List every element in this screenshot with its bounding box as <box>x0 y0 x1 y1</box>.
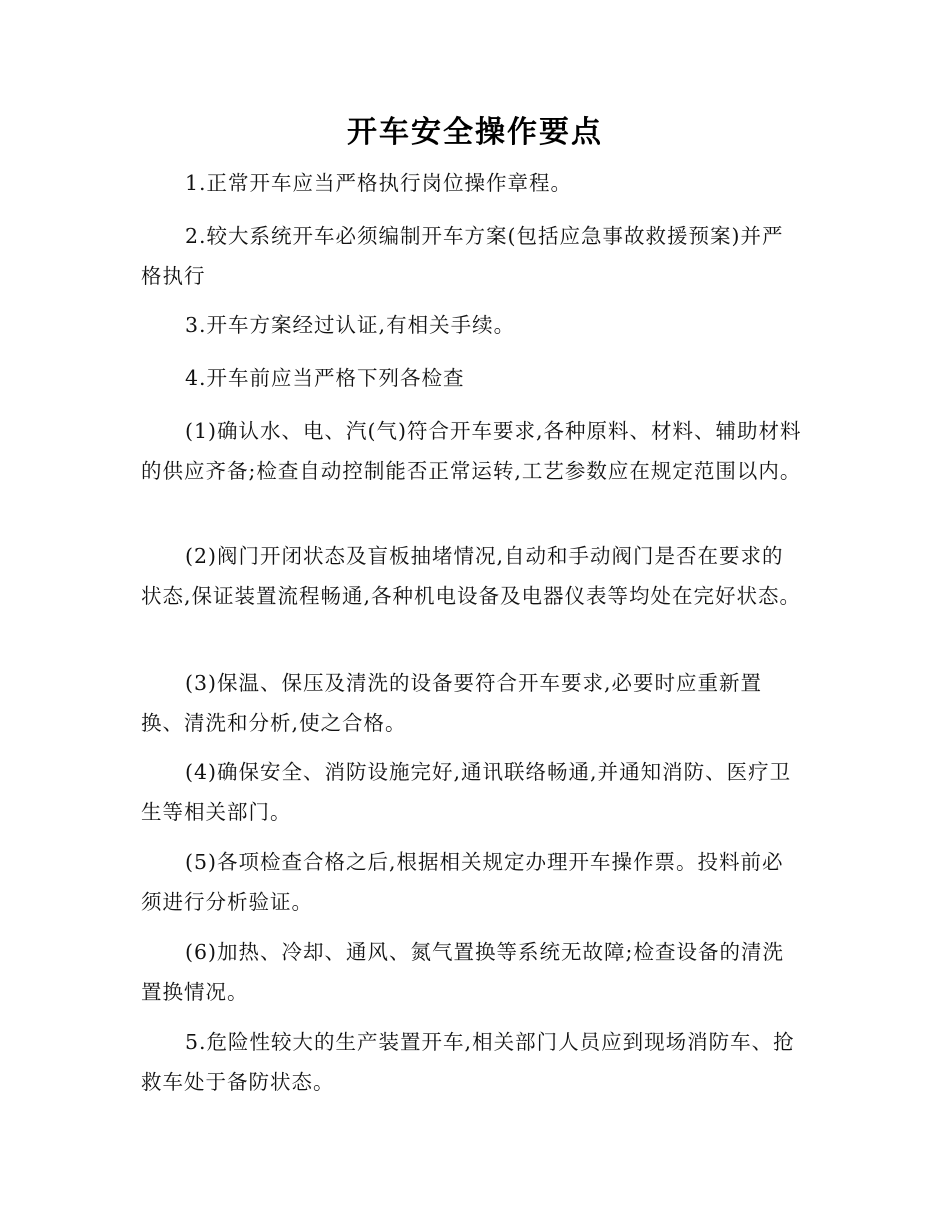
paragraph-check-6: (6)加热、冷却、通风、氮气置换等系统无故障;检查设备的清洗置换情况。 <box>141 940 784 1004</box>
paragraph-check-4: (4)确保安全、消防设施完好,通讯联络畅通,并通知消防、医疗卫生等相关部门。 <box>141 760 792 824</box>
paragraph-item-1: 1.正常开车应当严格执行岗位操作章程。 <box>185 171 573 195</box>
paragraph-item-4: 4.开车前应当严格下列各检查 <box>185 366 465 390</box>
paragraph-check-1: (1)确认水、电、汽(气)符合开车要求,各种原料、材料、辅助材料的供应齐备;检查自动控制能否正常运转,工艺参数应在规定范围以内。 <box>141 419 802 483</box>
paragraph-check-2: (2)阀门开闭状态及盲板抽堵情况,自动和手动阀门是否在要求的状态,保证装置流程畅通,各种机电设备及电器仪表等均处在完好状态。 <box>141 544 802 608</box>
paragraph-item-5: 5.危险性较大的生产装置开车,相关部门人员应到现场消防车、抢救车处于备防状态。 <box>141 1030 795 1094</box>
paragraph-item-3: 3.开车方案经过认证,有相关手续。 <box>185 313 516 337</box>
paragraph-check-3: (3)保温、保压及清洗的设备要符合开车要求,必要时应重新置换、清洗和分析,使之合格。 <box>141 671 763 735</box>
paragraph-check-5: (5)各项检查合格之后,根据相关规定办理开车操作票。投料前必须进行分析验证。 <box>141 850 784 914</box>
page-title: 开车安全操作要点 <box>347 115 603 150</box>
paragraph-item-2: 2.较大系统开车必须编制开车方案(包括应急事故救援预案)并严格执行 <box>141 224 784 288</box>
